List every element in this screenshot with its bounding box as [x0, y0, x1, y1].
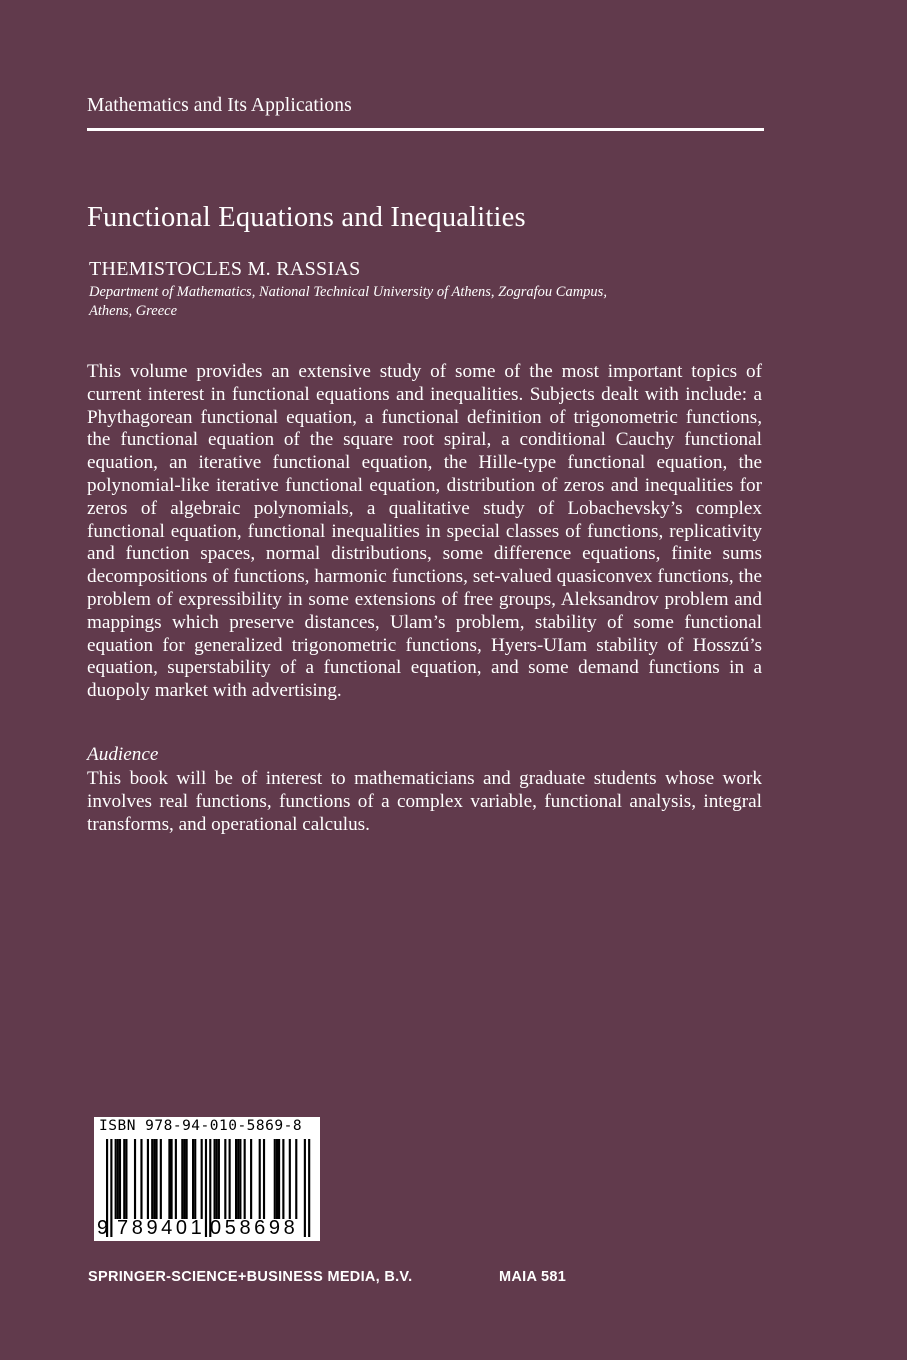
barcode-bar: [282, 1139, 284, 1219]
barcode-bar: [224, 1139, 226, 1219]
barcode-bar: [263, 1139, 265, 1219]
ean-left-group: 789401: [117, 1217, 206, 1239]
barcode-bar: [151, 1139, 153, 1219]
audience-text: This book will be of interest to mathematicians and graduate students whose work involves real functions, functions of a complex variable, functional analysis, integral transforms, and operational calculus.: [87, 768, 762, 835]
barcode-bar: [115, 1139, 117, 1219]
audience-heading: Audience: [87, 744, 159, 765]
barcode-bar: [278, 1139, 280, 1219]
isbn-label: ISBN 978-94-010-5869-8: [99, 1118, 303, 1134]
barcode-bar: [117, 1139, 119, 1219]
barcode-bar: [160, 1139, 162, 1219]
barcode-bar: [229, 1139, 231, 1219]
barcode-bar: [304, 1139, 306, 1237]
barcode-bar: [194, 1139, 196, 1219]
barcode-bar: [155, 1139, 157, 1219]
author-affiliation: [89, 283, 689, 321]
barcode-bar: [147, 1139, 149, 1219]
barcode-bar: [125, 1139, 127, 1219]
barcode-bar: [214, 1139, 216, 1219]
barcode-bar: [239, 1139, 241, 1219]
barcode-bar: [134, 1139, 136, 1219]
book-description: This volume provides an extensive study of some of the most important topics of current interest in functional equations and inequalities. Subjects dealt with include: a Phythagorean functional equation, a functional definition of trigonometric functions, the functional equation of the square root spiral, a conditional Cauchy functional equation, an iterative functional equation, the Hille-type functional equation, the polynomial-like iterative functional equation, distribution of zeros and inequalities for zeros of algebraic polynomials, a qualitative study of Lobachevsky’s complex functional equation, functional inequalities in special classes of functions, replicativity and function spaces, normal distributions, some difference equations, finite sums decompositions of functions, harmonic functions, set-valued quasiconvex functions, the problem of expressibility in some extensions of free groups, Aleksandrov problem and mappings which preserve distances, Ulam’s problem, stability of some functional equation for generalized trigonometric functions, Hyers-UIam stability of Hosszú’s equation, superstability of a functional equation, and some demand functions in a duopoly market with advertising.: [87, 361, 762, 702]
barcode-bar: [295, 1139, 297, 1219]
barcode-bar: [181, 1139, 183, 1219]
barcode-bar: [308, 1139, 310, 1237]
barcode-bar: [237, 1139, 239, 1219]
ean-right-group: 058698: [210, 1217, 299, 1239]
barcode-bar: [244, 1139, 246, 1219]
barcode-bar: [140, 1139, 142, 1219]
barcode-bar: [171, 1139, 173, 1219]
barcode-bar: [274, 1139, 276, 1219]
barcode-bar: [250, 1139, 252, 1219]
series-name: Mathematics and Its Applications: [87, 95, 352, 116]
book-title: Functional Equations and Inequalities: [87, 202, 526, 233]
barcode-bar: [216, 1139, 218, 1219]
barcode-bar: [218, 1139, 220, 1219]
affiliation-line-2: Athens, Greece: [89, 303, 178, 319]
barcode-bar: [276, 1139, 278, 1219]
isbn-barcode: [94, 1117, 320, 1241]
barcode-bar: [192, 1139, 194, 1219]
barcode-bar: [153, 1139, 155, 1219]
publisher-name: SPRINGER-SCIENCE+BUSINESS MEDIA, B.V.: [88, 1269, 413, 1285]
header-rule: [87, 128, 764, 131]
barcode-bar: [110, 1139, 112, 1237]
barcode-bar: [201, 1139, 203, 1219]
barcode-bar: [289, 1139, 291, 1219]
barcode-bar: [235, 1139, 237, 1219]
barcode-bar: [183, 1139, 185, 1219]
barcode-bar: [119, 1139, 121, 1219]
barcode-bar: [175, 1139, 177, 1219]
barcode-bar: [168, 1139, 170, 1219]
barcode-bar: [259, 1139, 261, 1219]
author-name: THEMISTOCLES M. RASSIAS: [89, 258, 361, 280]
ean-first-digit: 9: [97, 1217, 109, 1239]
barcode-bar: [186, 1139, 188, 1219]
series-code: MAIA 581: [499, 1269, 567, 1285]
affiliation-line-1: Department of Mathematics, National Technical University of Athens, Zografou Campus,: [89, 284, 607, 300]
barcode-bar: [123, 1139, 125, 1219]
